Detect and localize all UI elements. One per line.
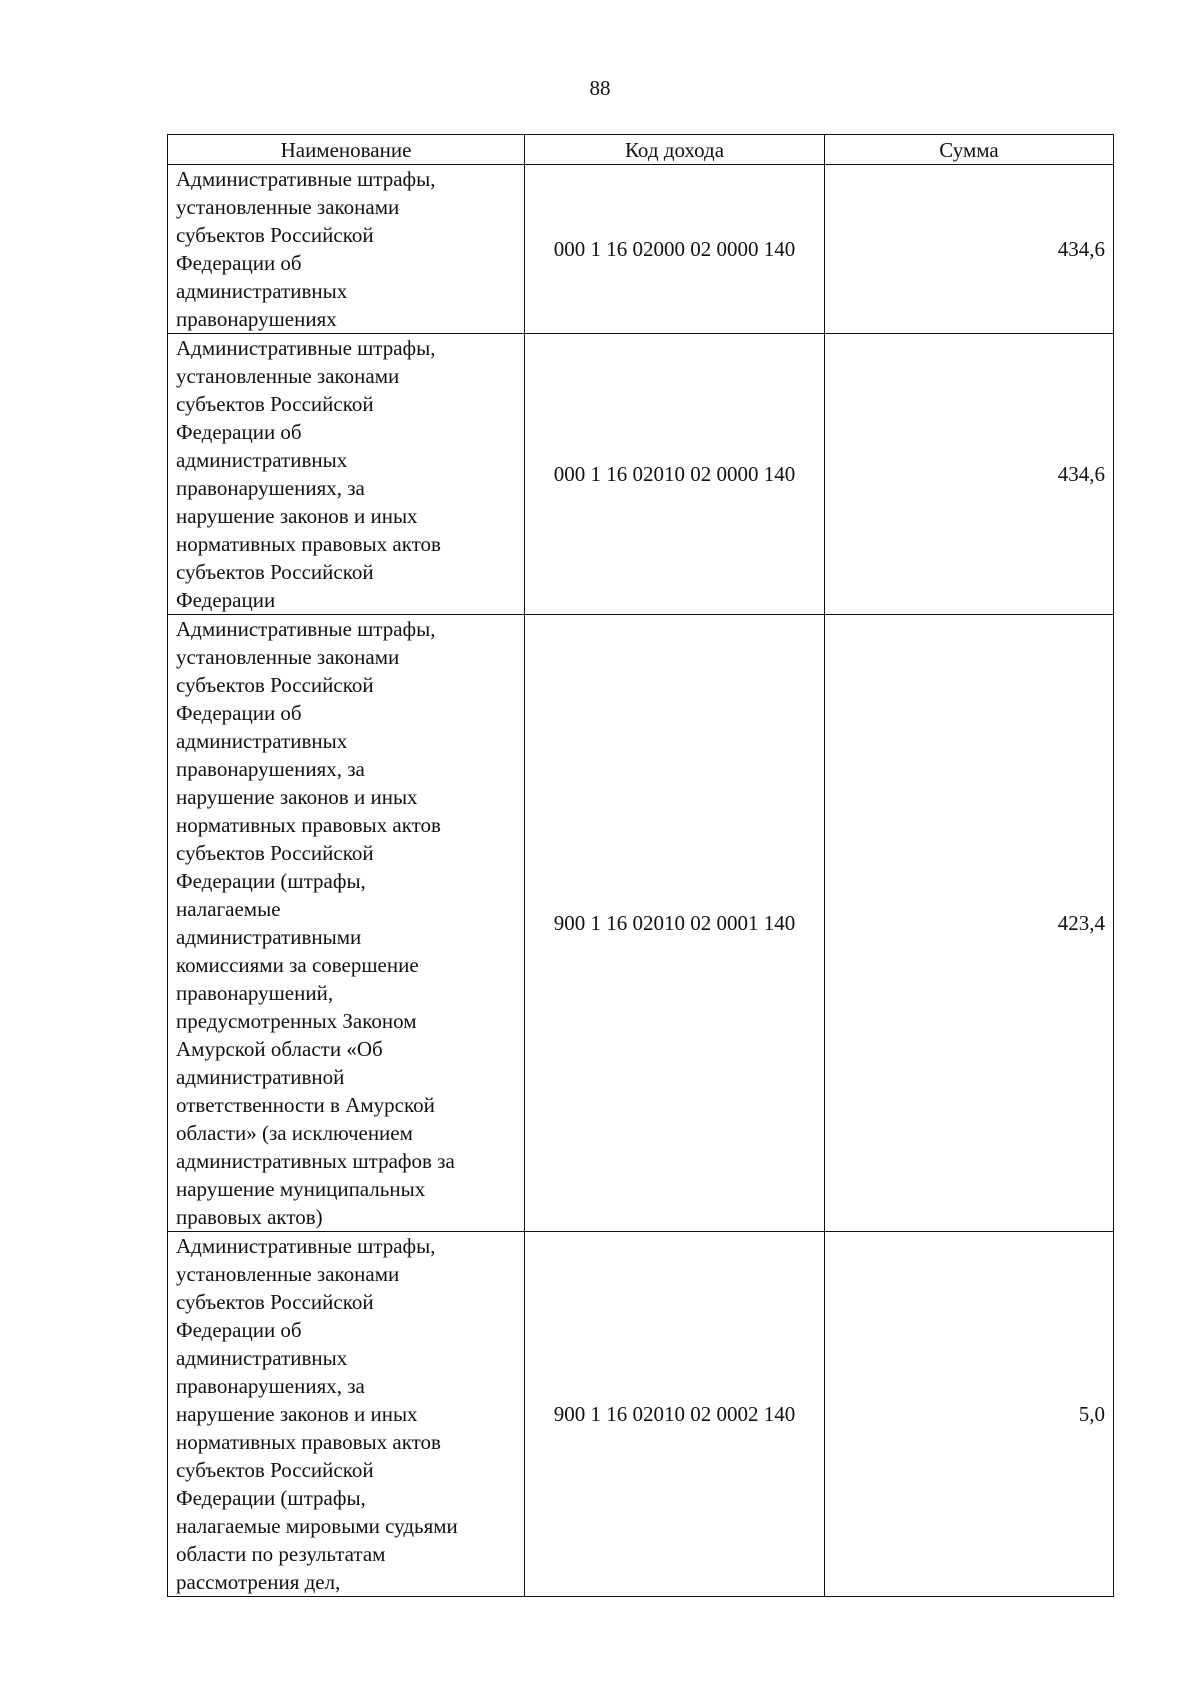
row-name-line: Федерации (штрафы, (176, 1486, 366, 1510)
row-name-line: административными (176, 925, 362, 949)
row-sum: 5,0 (825, 1232, 1114, 1597)
row-name (168, 165, 525, 334)
table-row (168, 1232, 1114, 1597)
row-name-line: установленные законами (176, 364, 400, 388)
row-name-line: установленные законами (176, 645, 400, 669)
row-name (168, 334, 525, 615)
row-name-line: административных (176, 279, 348, 303)
row-code: 000 1 16 02000 02 0000 140 (525, 165, 825, 334)
row-name-line: субъектов Российской (176, 841, 374, 865)
row-name-line: административной (176, 1065, 345, 1089)
table-header-row (168, 135, 1114, 165)
row-name-line: Административные штрафы, (176, 336, 436, 360)
row-name-line: субъектов Российской (176, 223, 374, 247)
row-code: 000 1 16 02010 02 0000 140 (525, 334, 825, 615)
row-name-line: нарушение законов и иных (176, 1402, 418, 1426)
row-name-line: субъектов Российской (176, 1458, 374, 1482)
row-code: 900 1 16 02010 02 0001 140 (525, 615, 825, 1232)
row-sum: 434,6 (825, 334, 1114, 615)
row-name-line: субъектов Российской (176, 673, 374, 697)
page-number: 88 (589, 76, 611, 100)
row-name-line: нарушение муниципальных (176, 1177, 426, 1201)
row-name-line: Федерации об (176, 251, 302, 275)
row-sum: 434,6 (825, 165, 1114, 334)
row-name-line: нормативных правовых актов (176, 532, 441, 556)
row-name-line: Федерации об (176, 420, 302, 444)
row-name-line: правонарушениях, за (176, 1374, 365, 1398)
row-name-line: субъектов Российской (176, 1290, 374, 1314)
row-name-line: области по результатам (176, 1542, 386, 1566)
row-sum: 423,4 (825, 615, 1114, 1232)
row-name (168, 615, 525, 1232)
row-name-line: нарушение законов и иных (176, 504, 418, 528)
table-row (168, 334, 1114, 615)
row-name-line: административных (176, 729, 348, 753)
row-name-line: установленные законами (176, 1262, 400, 1286)
row-name-line: нарушение законов и иных (176, 785, 418, 809)
row-name-line: предусмотренных Законом (176, 1009, 417, 1033)
row-name-line: правонарушениях, за (176, 757, 365, 781)
row-name-line: правонарушениях (176, 307, 337, 331)
row-name-line: Амурской области «Об (176, 1037, 383, 1061)
row-name-line: Федерации об (176, 1318, 302, 1342)
row-name-line: Федерации (176, 588, 276, 612)
row-name-line: Административные штрафы, (176, 167, 436, 191)
row-name-line: субъектов Российской (176, 560, 374, 584)
row-name-line: административных (176, 1346, 348, 1370)
row-name-line: правонарушений, (176, 981, 334, 1005)
revenue-table (167, 134, 1114, 1597)
row-name-line: правовых актов) (176, 1205, 323, 1229)
row-name-line: ответственности в Амурской (176, 1093, 435, 1117)
row-name-line: Административные штрафы, (176, 1234, 436, 1258)
row-name-line: Федерации (штрафы, (176, 869, 366, 893)
row-name-line: Административные штрафы, (176, 617, 436, 641)
row-name-line: правонарушениях, за (176, 476, 365, 500)
header-name: Наименование (168, 135, 525, 165)
row-name-line: установленные законами (176, 195, 400, 219)
row-name-line: Федерации об (176, 701, 302, 725)
table-row (168, 615, 1114, 1232)
row-name-line: нормативных правовых актов (176, 813, 441, 837)
row-code: 900 1 16 02010 02 0002 140 (525, 1232, 825, 1597)
table-row (168, 165, 1114, 334)
row-name-line: налагаемые мировыми судьями (176, 1514, 458, 1538)
row-name-line: административных штрафов за (176, 1149, 455, 1173)
row-name-line: субъектов Российской (176, 392, 374, 416)
row-name-line: административных (176, 448, 348, 472)
header-code: Код дохода (525, 135, 825, 165)
row-name-line: нормативных правовых актов (176, 1430, 441, 1454)
row-name-line: налагаемые (176, 897, 281, 921)
row-name-line: комиссиями за совершение (176, 953, 419, 977)
row-name-line: рассмотрения дел, (176, 1570, 341, 1594)
row-name-line: области» (за исключением (176, 1121, 413, 1145)
header-sum: Сумма (825, 135, 1114, 165)
row-name (168, 1232, 525, 1597)
